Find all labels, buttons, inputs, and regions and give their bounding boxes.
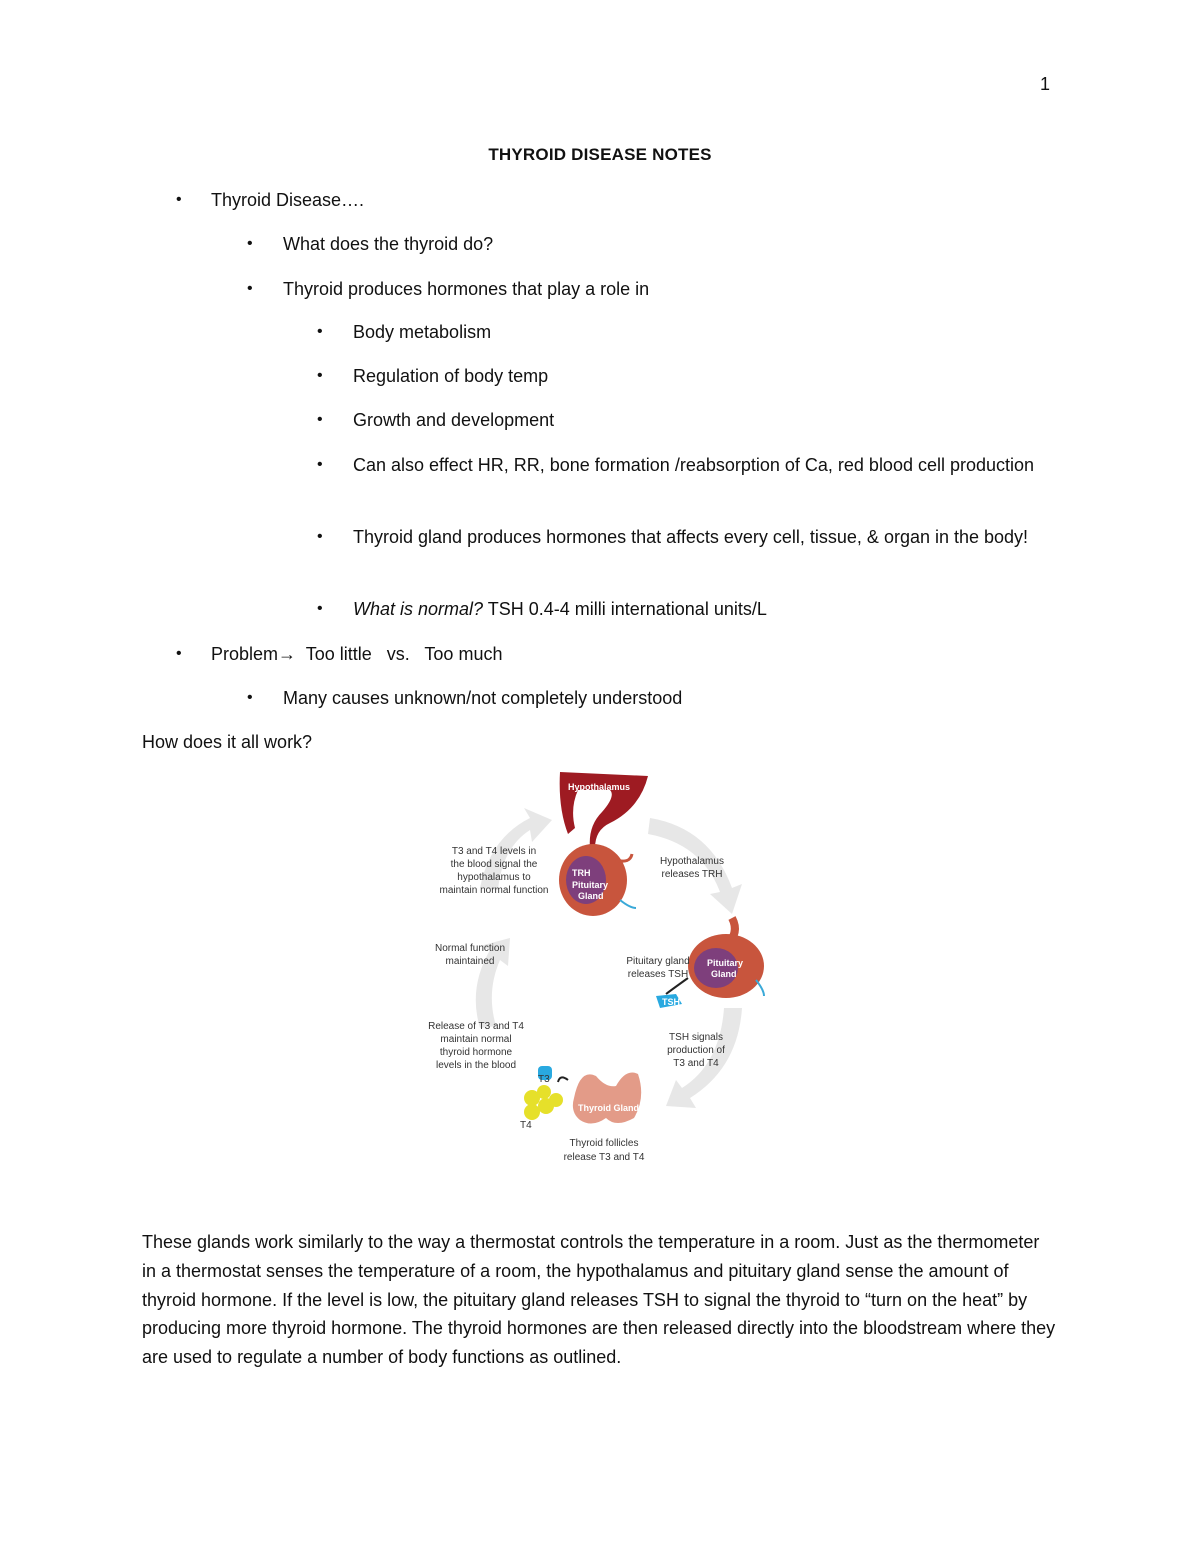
bullet: •: [317, 456, 323, 473]
bullet: •: [247, 689, 253, 706]
bullet: •: [317, 600, 323, 617]
page-number: 1: [1040, 74, 1051, 94]
bullet: •: [317, 528, 323, 545]
list-item: Can also effect HR, RR, bone formation /reabsorption of Ca, red blood cell production: [353, 455, 1035, 475]
bullet: •: [176, 191, 182, 208]
step-text: releases TSH: [627, 969, 689, 980]
step-right-low: [667, 1032, 725, 1069]
list-item: Body metabolism: [353, 322, 492, 342]
list-item: Regulation of body temp: [353, 366, 549, 386]
bullet: •: [317, 323, 323, 340]
step-text: T3 and T4: [673, 1058, 719, 1069]
bullet: •: [317, 367, 323, 384]
thyroid-feedback-diagram: [420, 768, 790, 1173]
step-text: TSH signals: [669, 1032, 723, 1043]
step-text: Normal function: [434, 943, 506, 954]
page-title: THYROID DISEASE NOTES: [488, 145, 712, 164]
t4-mark: T4: [520, 1120, 532, 1131]
list-item: Growth and development: [353, 410, 555, 430]
step-text: maintain normal function: [439, 885, 549, 896]
pituitary-right-label-2: Gland: [711, 969, 737, 979]
outline-item-what-does: What does the thyroid do?: [283, 234, 494, 254]
step-text: releases TRH: [661, 869, 723, 880]
bullet: •: [317, 411, 323, 428]
bullet: •: [247, 235, 253, 252]
step-text: the blood signal the: [450, 859, 538, 870]
list-item: Thyroid gland produces hormones that affects every cell, tissue, & organ in the body!: [353, 527, 1029, 547]
step-text: release T3 and T4: [563, 1152, 645, 1163]
outline-item-produces-hormones: Thyroid produces hormones that play a role in: [283, 279, 650, 299]
thyroid-gland: [558, 1073, 641, 1124]
normal-value: TSH 0.4-4 milli international units/L: [483, 599, 767, 619]
section-heading: How does it all work?: [142, 732, 313, 752]
pituitary-right-label-1: Pituitary: [707, 958, 744, 968]
list-item-normal-range: [353, 595, 1053, 623]
step-text: Thyroid follicles: [569, 1138, 639, 1149]
step-bottom: [564, 1138, 645, 1163]
step-text: Release of T3 and T4: [428, 1021, 524, 1032]
problem-text: Too little vs. Too much: [296, 644, 503, 664]
normal-question: What is normal?: [353, 599, 484, 619]
tsh-tag-label: TSH: [662, 997, 680, 1007]
step-left-low: [428, 1021, 524, 1071]
step-text: Pituitary gland: [626, 956, 690, 967]
step-text: T3 and T4 levels in: [451, 846, 537, 857]
t3-mark: T3: [538, 1074, 550, 1085]
step-text: thyroid hormone: [439, 1047, 513, 1058]
step-text: production of: [667, 1045, 725, 1056]
hypothalamus-label: Hypothalamus: [568, 782, 631, 792]
problem-label: Problem: [211, 644, 279, 664]
outline-item-thyroid-disease: Thyroid Disease….: [211, 190, 365, 210]
outline-item-problem: [211, 640, 502, 668]
body-paragraph: These glands work similarly to the way a thermostat controls the temperature in a room. Just as the thermometer in a thermostat senses the temperature of a room, the hypothalamus and pituitary gland sense the amount of thyroid hormone. If the level is low, the pituitary gland releases TSH to signal the thyroid to “turn on the heat” by producing more thyroid hormone. The thyroid hormones are then released directly into the bloodstream where they are used to regulate a number of body functions as outlined.: [142, 1232, 1056, 1368]
step-right-mid: [626, 956, 689, 980]
pituitary-top-label-2: Gland: [578, 891, 604, 901]
step-text: hypothalamus to: [457, 872, 531, 883]
trh-label: TRH: [572, 868, 591, 878]
outline-item-causes: Many causes unknown/not completely understood: [283, 688, 683, 708]
step-text: maintained: [445, 956, 495, 967]
pituitary-top-label-1: Pituitary: [572, 880, 609, 890]
arrow-right-icon: →: [278, 644, 297, 664]
thyroid-gland-label: Thyroid Gland: [578, 1103, 640, 1113]
step-text: levels in the blood: [435, 1060, 517, 1071]
step-text: Hypothalamus: [660, 856, 724, 867]
bullet: •: [176, 645, 182, 662]
t4-molecules: [524, 1085, 563, 1120]
bullet: •: [247, 280, 253, 297]
step-text: maintain normal: [440, 1034, 512, 1045]
